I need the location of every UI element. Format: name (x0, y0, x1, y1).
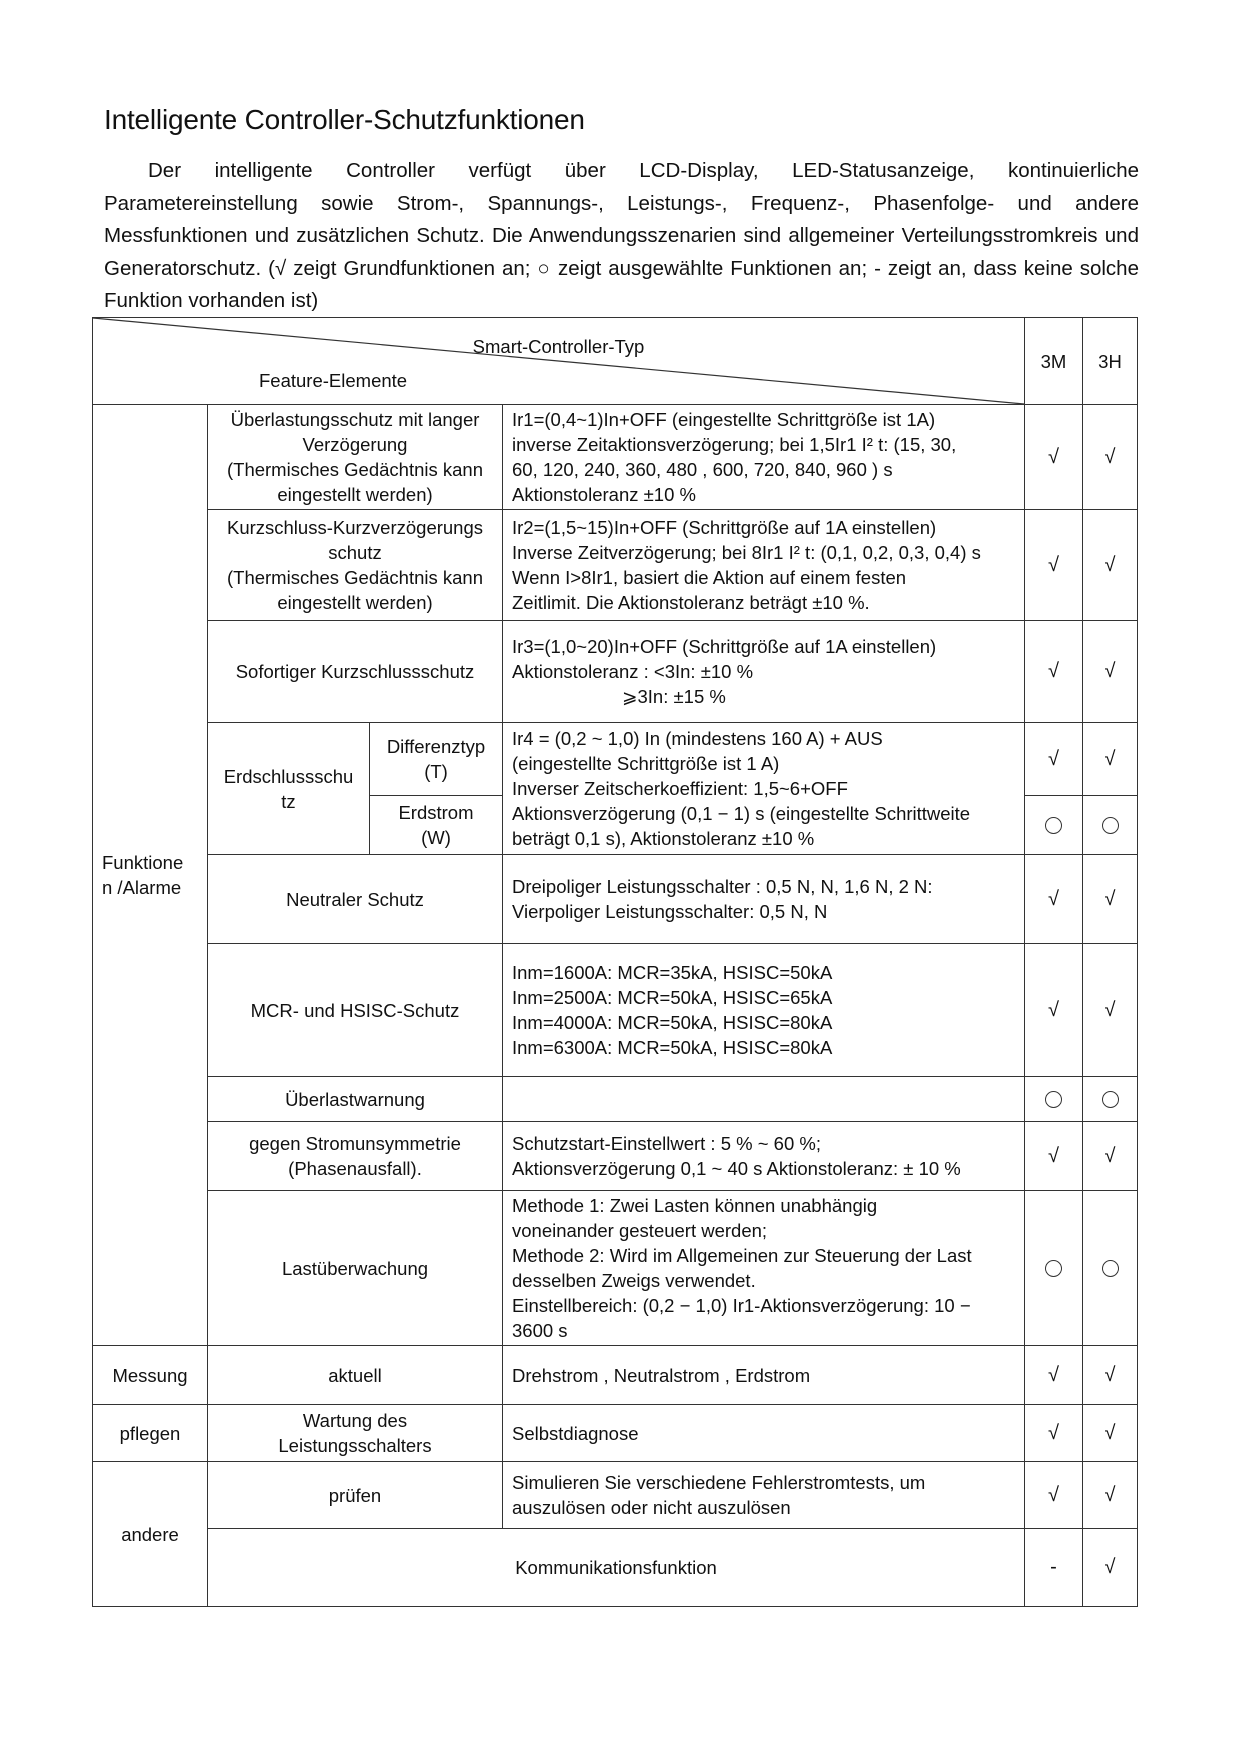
feature-text: eingestellt werden) (277, 592, 433, 613)
feature-cell (208, 405, 503, 510)
feature-text: schutz (328, 542, 382, 563)
description-line: 3600 s (512, 1320, 568, 1341)
feature-text: Überlastwarnung (285, 1088, 425, 1110)
description-line: Aktionstoleranz : <3In: ±10 % (512, 661, 754, 682)
mark-3m: √ (1025, 621, 1083, 723)
mark-3h: √ (1083, 1346, 1138, 1405)
feature-text: Wartung des (302, 1410, 408, 1431)
group-cell-funktionen: Funktione n /Alarme (93, 405, 208, 1346)
mark-3m (1025, 1077, 1083, 1122)
description-line: Inm=1600A: MCR=35kA, HSISC=50kA (512, 962, 833, 983)
diagonal-line (93, 318, 1024, 404)
description-cell (503, 1462, 1025, 1529)
description-line: Einstellbereich: (0,2 − 1,0) Ir1-Aktionsverzögerung: 10 − (512, 1295, 971, 1316)
feature-cell (208, 1405, 503, 1462)
feature-text: (Thermisches Gedächtnis kann (226, 459, 484, 480)
description-line: Aktionsverzögerung (0,1 − 1) s (eingestellte Schrittweite (512, 803, 971, 824)
description-line: voneinander gesteuert werden; (512, 1220, 768, 1241)
sub-feature-text: Differenztyp (386, 736, 486, 757)
feature-cell (208, 1077, 503, 1122)
description-line: Selbstdiagnose (512, 1422, 639, 1444)
optional-circle-icon (1102, 817, 1119, 834)
description-cell (503, 405, 1025, 510)
feature-cell (208, 510, 503, 621)
mark-3h (1083, 1191, 1138, 1346)
description-cell (503, 1077, 1025, 1122)
feature-cell (208, 1346, 503, 1405)
mark-3m: √ (1025, 405, 1083, 510)
mark-3m: - (1025, 1529, 1083, 1607)
group-cell-messung: Messung (93, 1346, 208, 1405)
description-cell (503, 1191, 1025, 1346)
table-header-row (93, 318, 1138, 405)
mark-3m: √ (1025, 1405, 1083, 1462)
description-line: Dreipoliger Leistungsschalter : 0,5 N, N, 1,6 N, 2 N: (512, 876, 933, 897)
sub-feature-cell (370, 723, 503, 796)
description-cell (503, 1405, 1025, 1462)
description-line: Inm=2500A: MCR=50kA, HSISC=65kA (512, 987, 833, 1008)
description-cell (503, 1346, 1025, 1405)
description-line: desselben Zweigs verwendet. (512, 1270, 756, 1291)
description-line: Ir2=(1,5~15)In+OFF (Schrittgröße auf 1A einstellen) (512, 517, 937, 538)
table-row (93, 510, 1138, 621)
description-line: auszulösen oder nicht auszulösen (512, 1497, 791, 1518)
feature-text: Neutraler Schutz (286, 888, 424, 910)
feature-text: gegen Stromunsymmetrie (249, 1133, 461, 1154)
feature-text: Kurzschluss-Kurzverzögerungs (226, 517, 484, 538)
diagonal-header-cell (93, 318, 1025, 405)
description-line: Methode 1: Zwei Lasten können unabhängig (512, 1195, 878, 1216)
mark-3m: √ (1025, 1346, 1083, 1405)
table-row (93, 621, 1138, 723)
description-cell (503, 855, 1025, 944)
description-line: Inm=6300A: MCR=50kA, HSISC=80kA (512, 1037, 833, 1058)
table-row (93, 944, 1138, 1077)
description-line: Schutzstart-Einstellwert : 5 % ~ 60 %; (512, 1133, 821, 1154)
sub-feature-text: (W) (421, 827, 451, 848)
table-row (93, 1529, 1138, 1607)
mark-3m: √ (1025, 855, 1083, 944)
description-line: inverse Zeitaktionsverzögerung; bei 1,5Ir1 I² t: (15, 30, (512, 434, 957, 455)
feature-text: (Thermisches Gedächtnis kann (226, 567, 484, 588)
mark-3m: √ (1025, 944, 1083, 1077)
table-row (93, 1077, 1138, 1122)
feature-text: Überlastungsschutz mit langer (230, 409, 480, 430)
table-row (93, 1462, 1138, 1529)
mark-3h: √ (1083, 405, 1138, 510)
description-line: Inverse Zeitverzögerung; bei 8Ir1 I² t: (0,1, 0,2, 0,3, 0,4) s (512, 542, 981, 563)
feature-text: MCR- und HSISC-Schutz (250, 999, 460, 1021)
table-row (93, 1191, 1138, 1346)
feature-text: Verzögerung (302, 434, 408, 455)
description-cell (503, 510, 1025, 621)
table-row (93, 405, 1138, 510)
mark-3h: √ (1083, 723, 1138, 796)
description-line: 60, 120, 240, 360, 480 , 600, 720, 840, 960 ) s (512, 459, 893, 480)
mark-3m (1025, 1191, 1083, 1346)
feature-cell (208, 1529, 1025, 1607)
description-line: Drehstrom , Neutralstrom , Erdstrom (512, 1364, 811, 1386)
mark-3h: √ (1083, 1462, 1138, 1529)
table-row (93, 1405, 1138, 1462)
feature-cell (208, 723, 370, 855)
description-line: Ir3=(1,0~20)In+OFF (Schrittgröße auf 1A einstellen) (512, 636, 937, 657)
feature-table (92, 317, 1138, 1607)
mark-3m: √ (1025, 1462, 1083, 1529)
feature-cell (208, 944, 503, 1077)
page-title: Intelligente Controller-Schutzfunktionen (104, 104, 585, 135)
feature-cell (208, 1191, 503, 1346)
mark-3m: √ (1025, 510, 1083, 621)
mark-3m: √ (1025, 723, 1083, 796)
description-line: Methode 2: Wird im Allgemeinen zur Steuerung der Last (512, 1245, 972, 1266)
description-line: ⩾3In: ±15 % (622, 686, 726, 707)
mark-3h (1083, 1077, 1138, 1122)
mark-3h: √ (1083, 1529, 1138, 1607)
table-row (93, 1346, 1138, 1405)
mark-3h: √ (1083, 510, 1138, 621)
table-row (93, 723, 1138, 796)
feature-text: Lastüberwachung (281, 1257, 429, 1279)
feature-cell (208, 621, 503, 723)
description-line: Ir4 = (0,2 ~ 1,0) In (mindestens 160 A) + AUS (512, 728, 883, 749)
group-cell-pflegen: pflegen (93, 1405, 208, 1462)
sub-feature-text: Erdstrom (398, 802, 474, 823)
feature-text: tz (281, 790, 296, 812)
description-cell (503, 621, 1025, 723)
description-line: Inverser Zeitscherkoeffizient: 1,5~6+OFF (512, 778, 848, 799)
mark-3h: √ (1083, 621, 1138, 723)
feature-text: Sofortiger Kurzschlussschutz (235, 661, 475, 682)
feature-text: Kommunikationsfunktion (515, 1557, 717, 1578)
group-cell-andere: andere (93, 1462, 208, 1607)
feature-text: aktuell (328, 1364, 382, 1386)
description-cell (503, 1122, 1025, 1191)
description-line: Aktionstoleranz ±10 % (512, 484, 696, 505)
description-line: Aktionsverzögerung 0,1 ~ 40 s Aktionstoleranz: ± 10 % (512, 1158, 961, 1179)
sub-feature-text: (T) (424, 761, 448, 782)
feature-text: eingestellt werden) (277, 484, 433, 505)
optional-circle-icon (1102, 1091, 1119, 1108)
feature-text: (Phasenausfall). (288, 1158, 422, 1179)
feature-cell (208, 855, 503, 944)
description-line: Inm=4000A: MCR=50kA, HSISC=80kA (512, 1012, 833, 1033)
description-line: Wenn I>8Ir1, basiert die Aktion auf einem festen (512, 567, 907, 588)
table-row (93, 1122, 1138, 1191)
description-line: Vierpoliger Leistungsschalter: 0,5 N, N (512, 901, 828, 922)
mark-3h: √ (1083, 1405, 1138, 1462)
description-line: Zeitlimit. Die Aktionstoleranz beträgt ±10 %. (512, 592, 870, 613)
controller-type-label: Smart-Controller-Typ (472, 336, 645, 357)
description-line: Ir1=(0,4~1)In+OFF (eingestellte Schrittgröße ist 1A) (512, 409, 936, 430)
feature-elements-label: Feature-Elemente (259, 370, 408, 391)
col-header-3m: 3M (1025, 318, 1083, 405)
description-line: Simulieren Sie verschiedene Fehlerstromtests, um (512, 1472, 926, 1493)
optional-circle-icon (1045, 1091, 1062, 1108)
mark-3h: √ (1083, 1122, 1138, 1191)
table-row (93, 855, 1138, 944)
optional-circle-icon (1102, 1260, 1119, 1277)
col-header-3h: 3H (1083, 318, 1138, 405)
optional-circle-icon (1045, 1260, 1062, 1277)
description-cell (503, 944, 1025, 1077)
mark-3h: √ (1083, 944, 1138, 1077)
feature-text: Erdschlussschu (223, 765, 354, 787)
sub-feature-cell (370, 796, 503, 855)
description-cell (503, 723, 1025, 855)
feature-cell (208, 1122, 503, 1191)
mark-3m (1025, 796, 1083, 855)
intro-paragraph: Der intelligente Controller verfügt über LCD-Display, LED-Statusanzeige, kontinuierliche Parametereinstellung sowie Strom-, Spannungs-, Leistungs-, Frequenz-, Phasenfolge- und andere Messfunktionen und zusätzlichen Schutz. Die Anwendungsszenarien sind allgemeiner Verteilungsstromkreis und Generatorschutz. (√ zeigt Grundfunktionen an; ○ zeigt ausgewählte Funktionen an; - zeigt an, dass keine solche Funktion vorhanden ist) (104, 159, 1139, 313)
mark-3h: √ (1083, 855, 1138, 944)
feature-cell (208, 1462, 503, 1529)
description-line: beträgt 0,1 s), Aktionstoleranz ±10 % (512, 828, 815, 849)
feature-text: prüfen (328, 1484, 382, 1506)
description-line: (eingestellte Schrittgröße ist 1 A) (512, 753, 780, 774)
mark-3m: √ (1025, 1122, 1083, 1191)
mark-3h (1083, 796, 1138, 855)
optional-circle-icon (1045, 817, 1062, 834)
feature-text: Leistungsschalters (278, 1435, 432, 1456)
